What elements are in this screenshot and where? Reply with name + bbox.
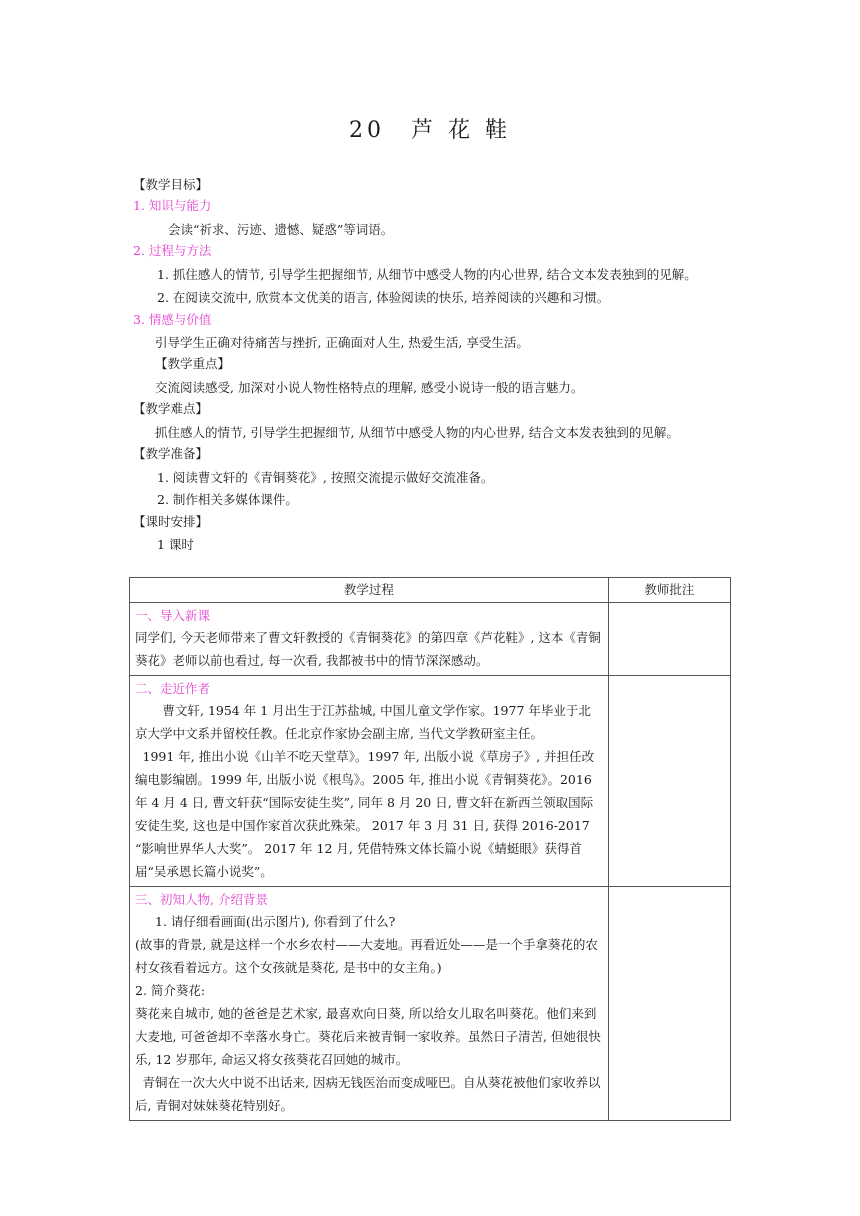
section-paragraph: 曹文轩, 1954 年 1 月出生于江苏盐城, 中国儿童文学作家。1977 年毕业于北京大学中文系并留校任教。任北京作家协会副主席, 当代文学教研室主任。 xyxy=(135,703,591,741)
preparation-heading: 【教学准备】 xyxy=(133,446,209,461)
section-paragraph: 同学们, 今天老师带来了曹文轩教授的《青铜葵花》的第四章《芦花鞋》, 这本《青铜葵花》老师以前也看过, 每一次看, 我都被书中的情节深深感动。 xyxy=(135,630,601,668)
emotion-heading: 3. 情感与价值 xyxy=(133,312,212,327)
process-item-1: 1. 抓住感人的情节, 引导学生把握细节, 从细节中感受人物的内心世界, 结合文本发表独到的见解。 xyxy=(157,267,697,282)
section-paragraph: 2. 简介葵花: xyxy=(135,983,206,998)
process-item-2: 2. 在阅读交流中, 欣赏本文优美的语言, 体验阅读的快乐, 培养阅读的兴趣和习惯。 xyxy=(157,290,610,305)
column-header-notes: 教师批注 xyxy=(608,578,730,603)
table-row xyxy=(130,887,731,1121)
table-row xyxy=(130,603,731,676)
teaching-goals-heading: 【教学目标】 xyxy=(133,177,209,192)
notes-cell xyxy=(608,887,730,1121)
column-header-process: 教学过程 xyxy=(130,578,609,603)
knowledge-heading: 1. 知识与能力 xyxy=(133,198,212,213)
notes-cell xyxy=(608,603,730,676)
section-paragraph: 1. 请仔细看画面(出示图片), 你看到了什么? xyxy=(155,914,396,929)
preparation-item-2: 2. 制作相关多媒体课件。 xyxy=(157,492,298,507)
section-heading: 三、初知人物, 介绍背景 xyxy=(135,892,268,907)
notes-cell xyxy=(608,676,730,887)
emotion-text: 引导学生正确对待痛苦与挫折, 正确面对人生, 热爱生活, 享受生活。 xyxy=(155,335,529,350)
process-heading: 2. 过程与方法 xyxy=(133,243,212,258)
section-paragraph: (故事的背景, 就是这样一个水乡农村——大麦地。再看近处——是一个手拿葵花的农村女孩看着远方。这个女孩就是葵花, 是书中的女主角。) xyxy=(135,937,598,975)
difficulties-text: 抓住感人的情节, 引导学生把握细节, 从细节中感受人物的内心世界, 结合文本发表独到的见解。 xyxy=(155,425,679,440)
preparation-item-1: 1. 阅读曹文轩的《青铜葵花》, 按照交流提示做好交流准备。 xyxy=(157,470,494,485)
section-cell xyxy=(130,676,609,887)
difficulties-heading: 【教学难点】 xyxy=(133,401,209,416)
section-paragraph: 葵花来自城市, 她的爸爸是艺术家, 最喜欢向日葵, 所以给女儿取名叫葵花。他们来到大麦地, 可爸爸却不幸落水身亡。葵花后来被青铜一家收养。虽然日子清苦, 但她很快乐, 12 岁那年, 命运又将女孩葵花召回她的城市。 xyxy=(135,1006,601,1067)
table-header-row xyxy=(130,578,731,603)
table-row xyxy=(130,676,731,887)
section-paragraph: 青铜在一次大火中说不出话来, 因病无钱医治而变成哑巴。自从葵花被他们家收养以后, 青铜对妹妹葵花特别好。 xyxy=(135,1075,601,1113)
key-points-heading: 【教学重点】 xyxy=(155,356,231,371)
lesson-table xyxy=(129,577,731,1121)
schedule-text: 1 课时 xyxy=(157,537,194,552)
section-paragraph: 1991 年, 推出小说《山羊不吃天堂草》。1997 年, 出版小说《草房子》, 并担任改编电影编剧。1999 年, 出版小说《根鸟》。2005 年, 推出小说《青铜葵花》。2016 年 4 月 4 日, 曹文轩获“国际安徒生奖”, 同年 8 月 20 日, 曹文轩在新西兰领取国际安徒生奖, 这也是中国作家首次获此殊荣。 2017 年 3 月 31 日, 获得 2016-2017 “影响世界华人大奖”。 2017 年 12 月, 凭借特殊文体长篇小说《蜻蜓眼》获得首届“吴承恩长篇小说奖”。 xyxy=(135,749,595,879)
knowledge-text: 会读“祈求、污迹、遗憾、疑惑”等词语。 xyxy=(168,222,394,237)
section-cell xyxy=(130,603,609,676)
section-cell xyxy=(130,887,609,1121)
page-title: 20 芦 花 鞋 xyxy=(349,118,511,143)
key-points-text: 交流阅读感受, 加深对小说人物性格特点的理解, 感受小说诗一般的语言魅力。 xyxy=(155,380,584,395)
schedule-heading: 【课时安排】 xyxy=(133,514,209,529)
section-heading: 二、走近作者 xyxy=(135,681,211,696)
section-heading: 一、导入新课 xyxy=(135,608,211,623)
